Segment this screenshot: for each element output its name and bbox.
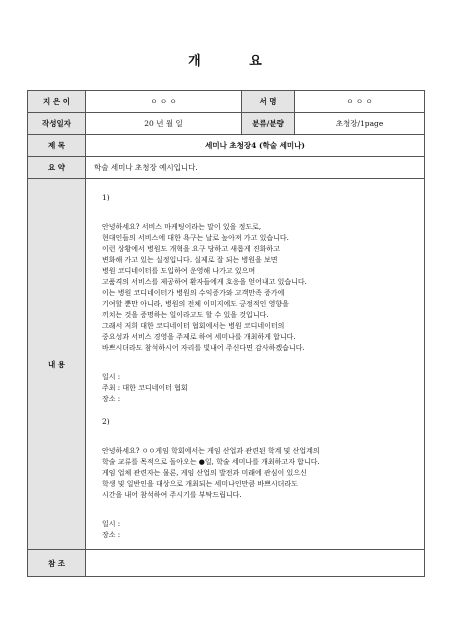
meta-line: 장소 : — [102, 395, 121, 403]
paragraph-line: 기여할 뿐만 아니라, 병원의 전체 이미지에도 긍정적인 영향을 — [102, 300, 289, 308]
category-label: 분류/분량 — [242, 113, 295, 135]
paragraph-line: 끼치는 것을 증명하는 일이라고도 할 수 있을 것입니다. — [102, 311, 269, 319]
paragraph-line: 고품격의 서비스를 제공하여 환자들에게 호응을 얻어내고 있습니다. — [102, 278, 307, 286]
paragraph-line: 안녕하세요? 서비스 마케팅이라는 말이 있을 정도로, — [102, 223, 262, 231]
date-value: 20 년 월 일 — [86, 113, 242, 135]
paragraph-line: 병원 코디네이터를 도입하여 운영해 나가고 있으며 — [102, 267, 256, 275]
meta-line: 장소 : — [102, 531, 121, 539]
section1-number: 1) — [102, 193, 110, 202]
presenter-label: 지 은 이 — [28, 91, 86, 113]
date-label: 작성일자 — [28, 113, 86, 135]
summary-value: 학술 세미나 초청장 예시입니다. — [86, 157, 425, 179]
signature-label: 서 명 — [242, 91, 295, 113]
subject-value: 세미나 초청장4 (학술 세미나) — [86, 135, 425, 157]
paragraph-line: 게임 업체 관련자는 물론, 게임 산업의 발전과 미래에 관심이 있으신 — [102, 469, 307, 477]
meta-line: 주최 : 대한 코디네이터 협회 — [102, 384, 188, 392]
paragraph-line: 이는 병원 코디네이터가 병원의 수익증가와 고객만족 증가에 — [102, 289, 285, 297]
presenter-value: ㅇ ㅇ ㅇ — [86, 91, 242, 113]
paragraph-line: 그래서 저희 대한 코디네이터 협회에서는 병원 코디네이터의 — [102, 322, 285, 330]
content-row — [28, 179, 425, 550]
presenter-row — [28, 91, 425, 113]
section2-paragraph — [102, 446, 416, 501]
paragraph-line: 학술 교류를 목적으로 돌아오는 ●일, 학술 세미나를 개최하고자 합니다. — [102, 458, 320, 466]
signature-value: ㅇ ㅇ ㅇ — [295, 91, 425, 113]
section2-meta — [102, 519, 416, 541]
summary-label: 요 약 — [28, 157, 86, 179]
paragraph-line: 바쁘시더라도 참석하시어 자리를 빛내어 주신다면 감사하겠습니다. — [102, 344, 305, 352]
paragraph-line: 현대인들의 서비스에 대한 욕구는 날로 높아져 가고 있습니다. — [102, 234, 289, 242]
paragraph-line: 변화해 가고 있는 실정입니다. 실제로 잘 되는 병원을 보면 — [102, 256, 278, 264]
subject-row — [28, 135, 425, 157]
reference-label: 참 조 — [28, 550, 86, 577]
meta-line: 일시 : — [102, 373, 121, 381]
paragraph-line: 시간을 내어 참석하여 주시기를 부탁드립니다. — [102, 491, 242, 499]
date-row — [28, 113, 425, 135]
meta-line: 일시 : — [102, 520, 121, 528]
content-body — [86, 179, 425, 550]
section2-number: 2) — [102, 417, 110, 426]
subject-label: 제 목 — [28, 135, 86, 157]
document-title: 개 요 — [188, 54, 284, 69]
reference-value — [86, 550, 425, 577]
paragraph-line: 안녕하세요? ㅇㅇ게임 학회에서는 게임 산업과 관련된 학계 및 산업계의 — [102, 447, 320, 455]
seminar-form-table — [27, 90, 425, 577]
section1-meta — [102, 372, 416, 405]
paragraph-line: 학생 및 일반인을 대상으로 개최되는 세미나인만큼 바쁘시더라도 — [102, 480, 298, 488]
summary-row — [28, 157, 425, 179]
paragraph-line: 이런 상황에서 병원도 개혁을 요구 당하고 새롭게 진화하고 — [102, 245, 280, 253]
paragraph-line: 중요성과 서비스 경영을 주제로 하여 세미나를 개최하게 합니다. — [102, 333, 296, 341]
content-label: 내 용 — [28, 179, 86, 550]
section1-paragraph — [102, 222, 416, 354]
category-value: 초청장/1page — [295, 113, 425, 135]
reference-row — [28, 550, 425, 577]
